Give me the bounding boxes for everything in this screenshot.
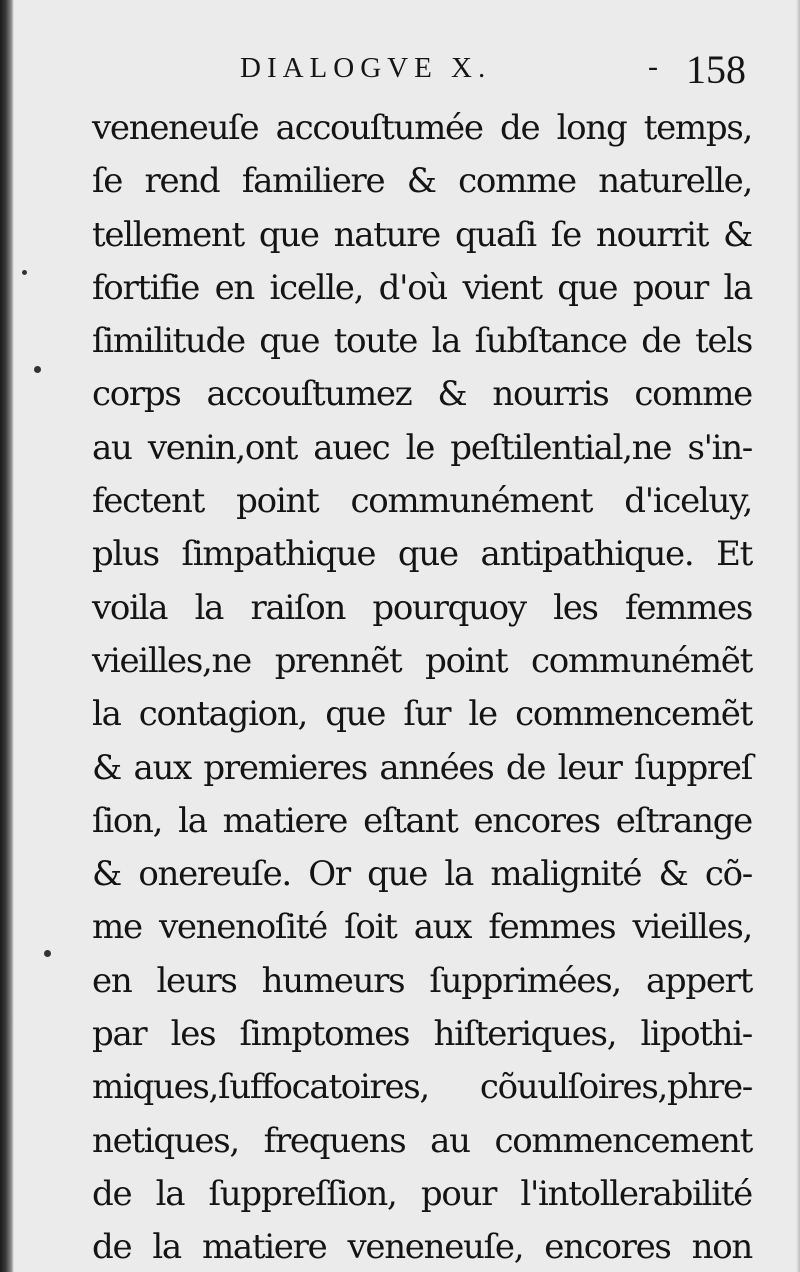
text-line: fortifie en icelle, d'où vient que pour la <box>92 267 752 308</box>
ink-speck <box>22 270 27 275</box>
text-line: ſe rend familiere & comme naturelle, <box>92 161 752 202</box>
text-line: miques,ſuffocatoires, cõuulſoires,phre- <box>92 1067 752 1108</box>
text-line: netiques, frequens au commencement <box>92 1120 752 1161</box>
text-line: ſimilitude que toute la ſubſtance de tels <box>92 321 752 362</box>
text-line: veneneuſe accouſtumée de long temps, <box>92 108 752 148</box>
body-text <box>92 102 752 1272</box>
ink-speck <box>34 366 41 373</box>
text-line: & onereuſe. Or que la malignité & cõ- <box>92 854 752 895</box>
text-line: & aux premieres années de leur ſuppreſ <box>92 747 752 788</box>
text-line: vieilles,ne prennẽt point communémẽt <box>92 640 752 681</box>
page-number: 158 <box>686 47 746 92</box>
text-line: plus ſimpathique que antipathique. Et <box>92 534 752 575</box>
text-line: me venenoſité ſoit aux femmes vieilles, <box>92 907 752 948</box>
text-line: en leurs humeurs ſupprimées, appert <box>92 960 752 1001</box>
text-line: tellement que nature quaſi ſe nourrit & <box>92 214 752 255</box>
text-line: de la ſuppreſſion, pour l'intollerabilité <box>92 1173 752 1214</box>
binding-shadow <box>0 0 14 1272</box>
page-edge <box>796 0 800 1272</box>
text-line: voila la raiſon pourquoy les femmes <box>92 587 752 628</box>
text-line: au venin,ont auec le peſtilential,ne s'in- <box>92 427 752 468</box>
page-header <box>92 46 754 104</box>
header-dash: - <box>648 50 658 83</box>
text-line: par les ſimptomes hiſteriques, lipothi- <box>92 1014 752 1055</box>
text-line: corps accouſtumez & nourris comme <box>92 374 752 415</box>
text-line: de la matiere veneneuſe, encores non <box>92 1227 752 1268</box>
ink-speck <box>44 950 51 957</box>
running-title: DIALOGVE X. <box>240 52 492 84</box>
text-line: fectent point communément d'iceluy, <box>92 481 752 522</box>
text-line: ſion, la matiere eſtant encores eſtrange <box>92 800 752 841</box>
text-line: la contagion, que ſur le commencemẽt <box>92 694 752 735</box>
